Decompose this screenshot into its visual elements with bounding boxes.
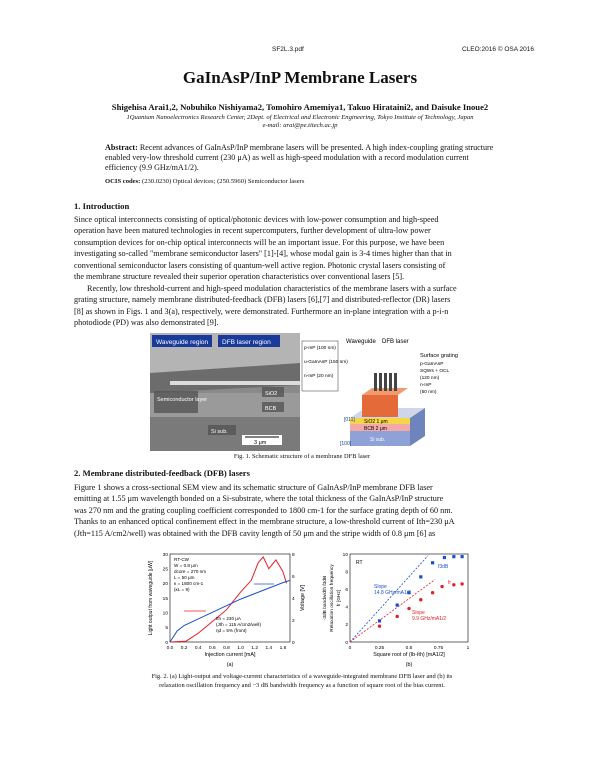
x-tick-label: 0.25 — [374, 646, 385, 651]
x-tick-label: 0.75 — [433, 646, 444, 651]
y-tick-label: 0 — [165, 640, 168, 646]
fr-point — [407, 607, 410, 610]
device-schematic — [340, 339, 458, 447]
figure-1-caption: Fig. 1. Schematic structure of a membrane DFB laser — [233, 453, 371, 460]
layer-bcb: BCB 2 μm — [364, 426, 387, 432]
text-line: emitting at 1.55 μm wavelength bonded on a Si-substrate, where the total thickness of the GaInAsP/InP structure — [74, 494, 444, 504]
y-tick-label: 25 — [162, 567, 168, 573]
note: (κL = 9) — [174, 587, 190, 592]
section-heading-introduction: 1. Introduction — [74, 201, 130, 211]
note: dcore = 270 nm — [174, 569, 207, 574]
section-heading-membrane-dfb: 2. Membrane distributed-feedback (DFB) lasers — [74, 468, 250, 478]
right-label: n-InP — [420, 383, 432, 388]
fr-point — [452, 583, 455, 586]
f3db-point — [431, 561, 434, 564]
x-tick-label: 1 — [466, 646, 470, 651]
right-label: Surface grating — [420, 353, 458, 359]
x-tick-label: 1.0 — [237, 646, 244, 651]
text-line: the membrane structure revealed their superior operation characteristics over conventional lasers [5]. — [74, 272, 405, 282]
x-tick-label: 0.6 — [209, 646, 216, 651]
schematic-right-labels — [420, 353, 458, 395]
text-line: photodiode (PD) was also demonstrated [9]. — [74, 318, 219, 328]
note: W = 0.8 μm — [174, 563, 198, 568]
y-axis-label-3: fr [GHz] — [337, 589, 342, 607]
y-axis-label-left: Light output from waveguide [μW] — [148, 560, 154, 636]
schematic-tag-waveguide: Waveguide — [346, 339, 376, 345]
abstract-text: Recent advances of GaInAsP/InP membrane lasers will be presented. A high index-coupling grating structure enabled very-low threshold current (230 μA) as well as high-speed modulation with a record modulation current efficiency (9.9 GHz/mA1/2). — [105, 143, 494, 172]
f3db-point — [419, 575, 422, 578]
ocis-label: OCIS codes: — [105, 178, 141, 185]
right-label: p-GaInAsP — [420, 362, 444, 367]
y2-tick-label: 8 — [292, 552, 295, 558]
f3db-point — [461, 555, 464, 558]
f3db-point — [378, 619, 381, 622]
axis-011: [011] — [344, 417, 355, 423]
right-label: (50 nm) — [420, 390, 437, 395]
text-line: investigating so-called "membrane semiconductor lasers" [1]-[4], whose modal gain is 3-4 times higher than that in — [74, 249, 452, 259]
dfb-paragraph-1 — [74, 482, 530, 539]
y-tick-label: 2 — [345, 623, 348, 629]
author-list: Shigehisa Arai1,2, Nobuhiko Nishiyama2, Tomohiro Amemiya1, Takuo Hirataini2, and Daisuke Inoue2 — [111, 102, 489, 112]
slope2-label: Slope — [412, 610, 425, 616]
rt-label: RT — [356, 560, 363, 566]
intro-paragraph-1 — [74, 214, 530, 282]
sem-image — [150, 333, 300, 451]
author-email: e-mail: arai@pe.titech.ac.jp — [262, 122, 338, 129]
y-tick-label: 4 — [345, 605, 348, 611]
text-line: Since optical interconnects consisting of optical/photonic devices with low-power consumption and high-speed — [74, 215, 439, 224]
paper-title: GaInAsP/InP Membrane Lasers — [182, 68, 418, 87]
y2-tick-label: 6 — [292, 574, 295, 580]
x-tick-label: 0.5 — [405, 646, 413, 651]
text-line: [8] as shown in Figs. 1 and 3(a), respectively, were demonstrated. Furthermore an in-plane integration with a p-i-n — [74, 306, 449, 316]
text-line: Thanks to an enhanced optical confinement effect in the membrane structure, a low-threshold current of Ith=230 μA — [74, 517, 455, 527]
fr-point — [431, 591, 434, 594]
y-tick-label: 30 — [162, 552, 168, 558]
text-line: Figure 1 shows a cross-sectional SEM view and its schematic structure of GaInAsP/InP membrane DFB laser — [74, 483, 433, 492]
y2-tick-label: 2 — [292, 618, 295, 624]
y-tick-label: 10 — [342, 552, 348, 558]
sem-tag-dfb: DFB laser region — [222, 339, 271, 346]
fr-label: fr — [448, 580, 452, 586]
x-tick-label: 0.8 — [223, 646, 230, 651]
sem-label-si: Si sub. — [211, 429, 228, 435]
stack-label: p-InP (100 nm) — [304, 346, 336, 351]
y-tick-label: 20 — [162, 582, 168, 588]
f3db-label: f3dB — [438, 564, 449, 570]
x-tick-label: 1.2 — [251, 646, 259, 651]
right-label: SQWs + OCL — [420, 369, 450, 374]
figure-2a-chart — [128, 548, 308, 668]
x-tick-label: 1.6 — [279, 646, 287, 651]
ocis-text: (230.0230) Optical devices; (250.5960) Semiconductor lasers — [142, 178, 305, 185]
slope1-value: 14.8 GHz/mA1/2 — [374, 590, 411, 596]
abstract — [105, 143, 499, 173]
text-line: consumption devices for on-chip optical interconnects will be an important issue. For this purpose, we have been — [74, 237, 445, 247]
fr-point — [419, 598, 422, 601]
f3db-point — [396, 603, 399, 606]
y-tick-label: 6 — [345, 588, 348, 593]
f3db-point — [452, 555, 455, 558]
x-axis-label: Injection current [mA] — [204, 652, 256, 658]
axis-100: [100] — [340, 441, 352, 447]
header-conference: CLEO:2016 © OSA 2016 — [462, 46, 535, 53]
y-tick-label: 10 — [162, 611, 168, 617]
text-line: Recently, low threshold-current and high-speed modulation characteristics of the membrane lasers with a surface — [87, 284, 457, 293]
panel-label-a: (a) — [226, 662, 234, 668]
right-label: (120 nm) — [420, 376, 440, 381]
intro-paragraph-2 — [74, 283, 530, 329]
panel-label-b: (b) — [405, 662, 413, 668]
affiliation: 1Quantum Nanoelectronics Research Center, 2Dept. of Electrical and Electronic Engineering, Tokyo Institute of Technology, Japan — [126, 114, 474, 121]
sem-label-semiconductor: Semiconductor layer — [157, 397, 208, 403]
caption-line: relaxation oscillation frequency and −3 dB bandwidth frequency as a function of square root of the bias current. — [159, 681, 445, 689]
y-tick-label: 0 — [345, 640, 348, 646]
figure-2b-chart — [308, 548, 478, 668]
header-doc-id: SF2L.3.pdf — [272, 46, 304, 53]
sem-tag-waveguide: Waveguide region — [156, 339, 209, 346]
stack-label: u-GaInAsP (150 nm) — [304, 360, 348, 365]
x-tick-label: 0.4 — [194, 646, 202, 651]
y2-tick-label: 0 — [292, 640, 295, 646]
fr-point — [396, 615, 399, 618]
sem-label-sio2: SiO2 — [265, 391, 278, 397]
y-axis-label-2: Relaxation oscillation frequency — [330, 564, 335, 632]
layer-sio2: SiO2 1 μm — [364, 419, 388, 425]
layer-stack-labels — [302, 341, 348, 391]
figure-2-caption — [90, 673, 514, 690]
note: κ = 1800 cm-1 — [174, 581, 204, 586]
sem-scale-bar: 3 μm — [254, 440, 267, 446]
note: Ith = 230 μA — [216, 616, 241, 621]
text-line: grating structure, namely membrane distributed-feedback (DFB) lasers [6],[7] and distributed-reflector (DR) lasers — [74, 295, 451, 305]
text-line: (Jth=115 A/cm2/well) was obtained with the DFB cavity length of 50 μm and the stripe width of 0.8 μm [6] as — [74, 528, 436, 538]
y2-tick-label: 4 — [292, 596, 295, 602]
ocis-codes — [105, 178, 499, 185]
note: ηd = 5% (front) — [216, 628, 247, 633]
y-axis-label-right: Voltage [V] — [300, 584, 306, 612]
text-line: was 270 nm and the grating coupling coefficient corresponded to 1800 cm-1 for the surface grating depth of 60 nm. — [74, 505, 453, 515]
abstract-label: Abstract: — [105, 143, 138, 152]
schematic-tag-dfb: DFB laser — [382, 339, 409, 345]
figure-1 — [150, 333, 470, 451]
y-axis-label-1: -3dB bandwidth f3dB — [323, 575, 328, 621]
note: L = 50 μm — [174, 575, 195, 580]
x-tick-label: 0.0 — [166, 646, 174, 651]
y-tick-label: 15 — [162, 596, 168, 602]
fr-point — [440, 585, 443, 588]
x-tick-label: 0 — [348, 646, 352, 651]
x-axis-label: Square root of (Ib-Ith) [mA1/2] — [373, 652, 445, 658]
f3db-point — [443, 556, 446, 559]
fr-point — [460, 582, 463, 585]
layer-si: Si sub. — [370, 437, 386, 443]
x-tick-label: 1.4 — [265, 646, 273, 651]
text-line: operation have been matured technologies in recent supercomputers, further development of ultra-low power — [74, 226, 431, 236]
slope2-value: 9.9 GHz/mA1/2 — [412, 616, 447, 622]
fr-point — [378, 624, 381, 627]
slope1-label: Slope — [374, 584, 387, 590]
stack-label: n-InP (20 nm) — [304, 374, 334, 379]
y-tick-label: 8 — [345, 570, 348, 576]
x-tick-label: 0.2 — [180, 646, 188, 651]
sem-label-bcb: BCB — [265, 406, 277, 412]
y-tick-label: 5 — [165, 626, 168, 632]
note: (Jth = 115 A/cm2/well) — [216, 622, 261, 627]
caption-line: Fig. 2. (a) Light-output and voltage-current characteristics of a waveguide-integrated membrane DFB laser and (b) its — [151, 673, 453, 680]
text-line: conventional semiconductor lasers consisting of quantum-well active region. Photonic crystal lasers consisting of — [74, 260, 446, 270]
note: RT-CW — [174, 557, 189, 562]
